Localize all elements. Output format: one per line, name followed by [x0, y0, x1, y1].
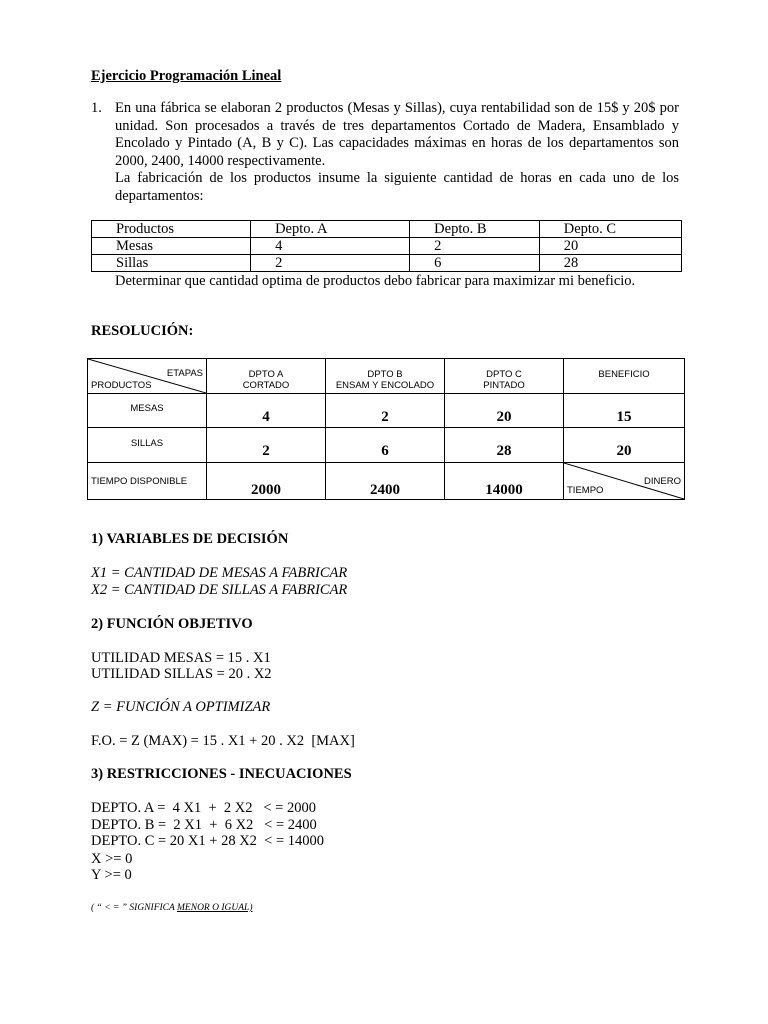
- header-line: DPTO B: [367, 369, 403, 380]
- problem-statement: [91, 100, 679, 205]
- section-heading-constraints: 3) RESTRICCIONES - INECUACIONES: [91, 766, 352, 782]
- header-line: PINTADO: [483, 380, 525, 391]
- cell-value: 2000: [251, 482, 281, 498]
- cell-value: 2: [262, 443, 270, 459]
- row-label-sillas: SILLAS: [88, 428, 207, 463]
- resolution-table: [87, 358, 685, 500]
- table-row: [88, 394, 685, 428]
- header-line: ENSAM Y ENCOLADO: [335, 380, 435, 391]
- table-cell: 20: [539, 238, 681, 255]
- section-heading-objective: 2) FUNCIÓN OBJETIVO: [91, 616, 253, 632]
- table-header-row: [92, 221, 682, 238]
- header-line: BENEFICIO: [598, 369, 650, 380]
- header-cell-dpto-c: [445, 359, 564, 394]
- constraint-b: DEPTO. B = 2 X1 + 6 X2 < = 2400: [91, 817, 317, 833]
- table-cell: [445, 428, 564, 463]
- table-cell: Sillas: [92, 255, 251, 272]
- document-title: Ejercicio Programación Lineal: [91, 68, 282, 84]
- cell-value: 15: [616, 409, 632, 425]
- corner-label-etapas: ETAPAS: [166, 368, 203, 379]
- table-row: [92, 238, 682, 255]
- header-cell: Depto. C: [539, 221, 681, 238]
- header-line: DPTO A: [248, 369, 284, 380]
- header-cell-dpto-a: [207, 359, 326, 394]
- cell-value: 28: [496, 443, 512, 459]
- section-heading-variables: 1) VARIABLES DE DECISIÓN: [91, 531, 289, 547]
- header-cell-dpto-b: [326, 359, 445, 394]
- objective-function: F.O. = Z (MAX) = 15 . X1 + 20 . X2 [MAX]: [91, 733, 355, 749]
- z-definition: Z = FUNCIÓN A OPTIMIZAR: [91, 699, 271, 715]
- header-line: DPTO C: [486, 369, 522, 380]
- cell-value: 6: [381, 443, 389, 459]
- constraint-y: Y >= 0: [91, 867, 132, 883]
- problem-paragraph-2: La fabricación de los productos insume la siguiente cantidad de horas en cada uno de los departamentos:: [115, 170, 679, 204]
- table-row: [88, 428, 685, 463]
- corner-label-dinero: DINERO: [644, 476, 681, 487]
- table-row: [88, 463, 685, 500]
- table-cell: [326, 428, 445, 463]
- table-cell: [207, 463, 326, 500]
- cell-value: 4: [262, 409, 270, 425]
- cell-value: 20: [496, 409, 512, 425]
- table-cell: 2: [410, 238, 540, 255]
- table-cell: [564, 394, 685, 428]
- corner-label-productos: PRODUCTOS: [91, 380, 152, 391]
- table-cell: [326, 463, 445, 500]
- cell-value: 20: [616, 443, 632, 459]
- utility-mesas: UTILIDAD MESAS = 15 . X1: [91, 650, 271, 666]
- header-cell: Productos: [92, 221, 251, 238]
- table-cell: [564, 428, 685, 463]
- table-cell: 4: [251, 238, 410, 255]
- variable-x2: X2 = CANTIDAD DE SILLAS A FABRICAR: [91, 582, 348, 598]
- resolution-heading: RESOLUCIÓN:: [91, 323, 194, 339]
- problem-paragraph-1: En una fábrica se elaboran 2 productos (Mesas y Sillas), cuya rentabilidad son de 15$ y 20$ por unidad. Son procesados a través de tres departamentos Cortado de Madera, Ensamblado y Encolado y Pintado (A, B y C). Las capacidades máximas en horas de los departamentos son 2000, 2400, 14000 respectivamente.: [115, 100, 679, 169]
- footnote: [91, 903, 252, 913]
- row-label-tiempo: TIEMPO DISPONIBLE: [88, 463, 207, 500]
- hours-table: [91, 220, 682, 272]
- cell-value: 2400: [370, 482, 400, 498]
- variable-x1: X1 = CANTIDAD DE MESAS A FABRICAR: [91, 565, 348, 581]
- constraint-x: X >= 0: [91, 851, 133, 867]
- table-cell: [445, 463, 564, 500]
- corner-cell: [88, 359, 207, 394]
- corner-cell: [564, 463, 685, 500]
- table-cell: [207, 428, 326, 463]
- corner-label-tiempo: TIEMPO: [567, 485, 604, 496]
- utility-sillas: UTILIDAD SILLAS = 20 . X2: [91, 666, 272, 682]
- table-cell: [207, 394, 326, 428]
- table-cell: 28: [539, 255, 681, 272]
- header-cell-beneficio: [564, 359, 685, 394]
- table-header-row: [88, 359, 685, 394]
- table-cell: [445, 394, 564, 428]
- table-row: [92, 255, 682, 272]
- footnote-prefix: ( “ < = ” SIGNIFICA: [91, 903, 178, 913]
- cell-value: 2: [381, 409, 389, 425]
- cell-value: 14000: [485, 482, 523, 498]
- row-label-mesas: MESAS: [88, 394, 207, 428]
- table-cell: 2: [251, 255, 410, 272]
- footnote-emphasis: MENOR O IGUAL): [177, 903, 253, 913]
- header-cell: Depto. A: [251, 221, 410, 238]
- header-line: CORTADO: [242, 380, 290, 391]
- table-cell: Mesas: [92, 238, 251, 255]
- constraint-c: DEPTO. C = 20 X1 + 28 X2 < = 14000: [91, 833, 325, 849]
- table-cell: [326, 394, 445, 428]
- constraint-a: DEPTO. A = 4 X1 + 2 X2 < = 2000: [91, 800, 316, 816]
- problem-body: [115, 100, 679, 205]
- header-cell: Depto. B: [410, 221, 540, 238]
- problem-number: 1.: [91, 100, 102, 116]
- table-cell: 6: [410, 255, 540, 272]
- determine-statement: Determinar que cantidad optima de productos debo fabricar para maximizar mi beneficio.: [115, 273, 636, 289]
